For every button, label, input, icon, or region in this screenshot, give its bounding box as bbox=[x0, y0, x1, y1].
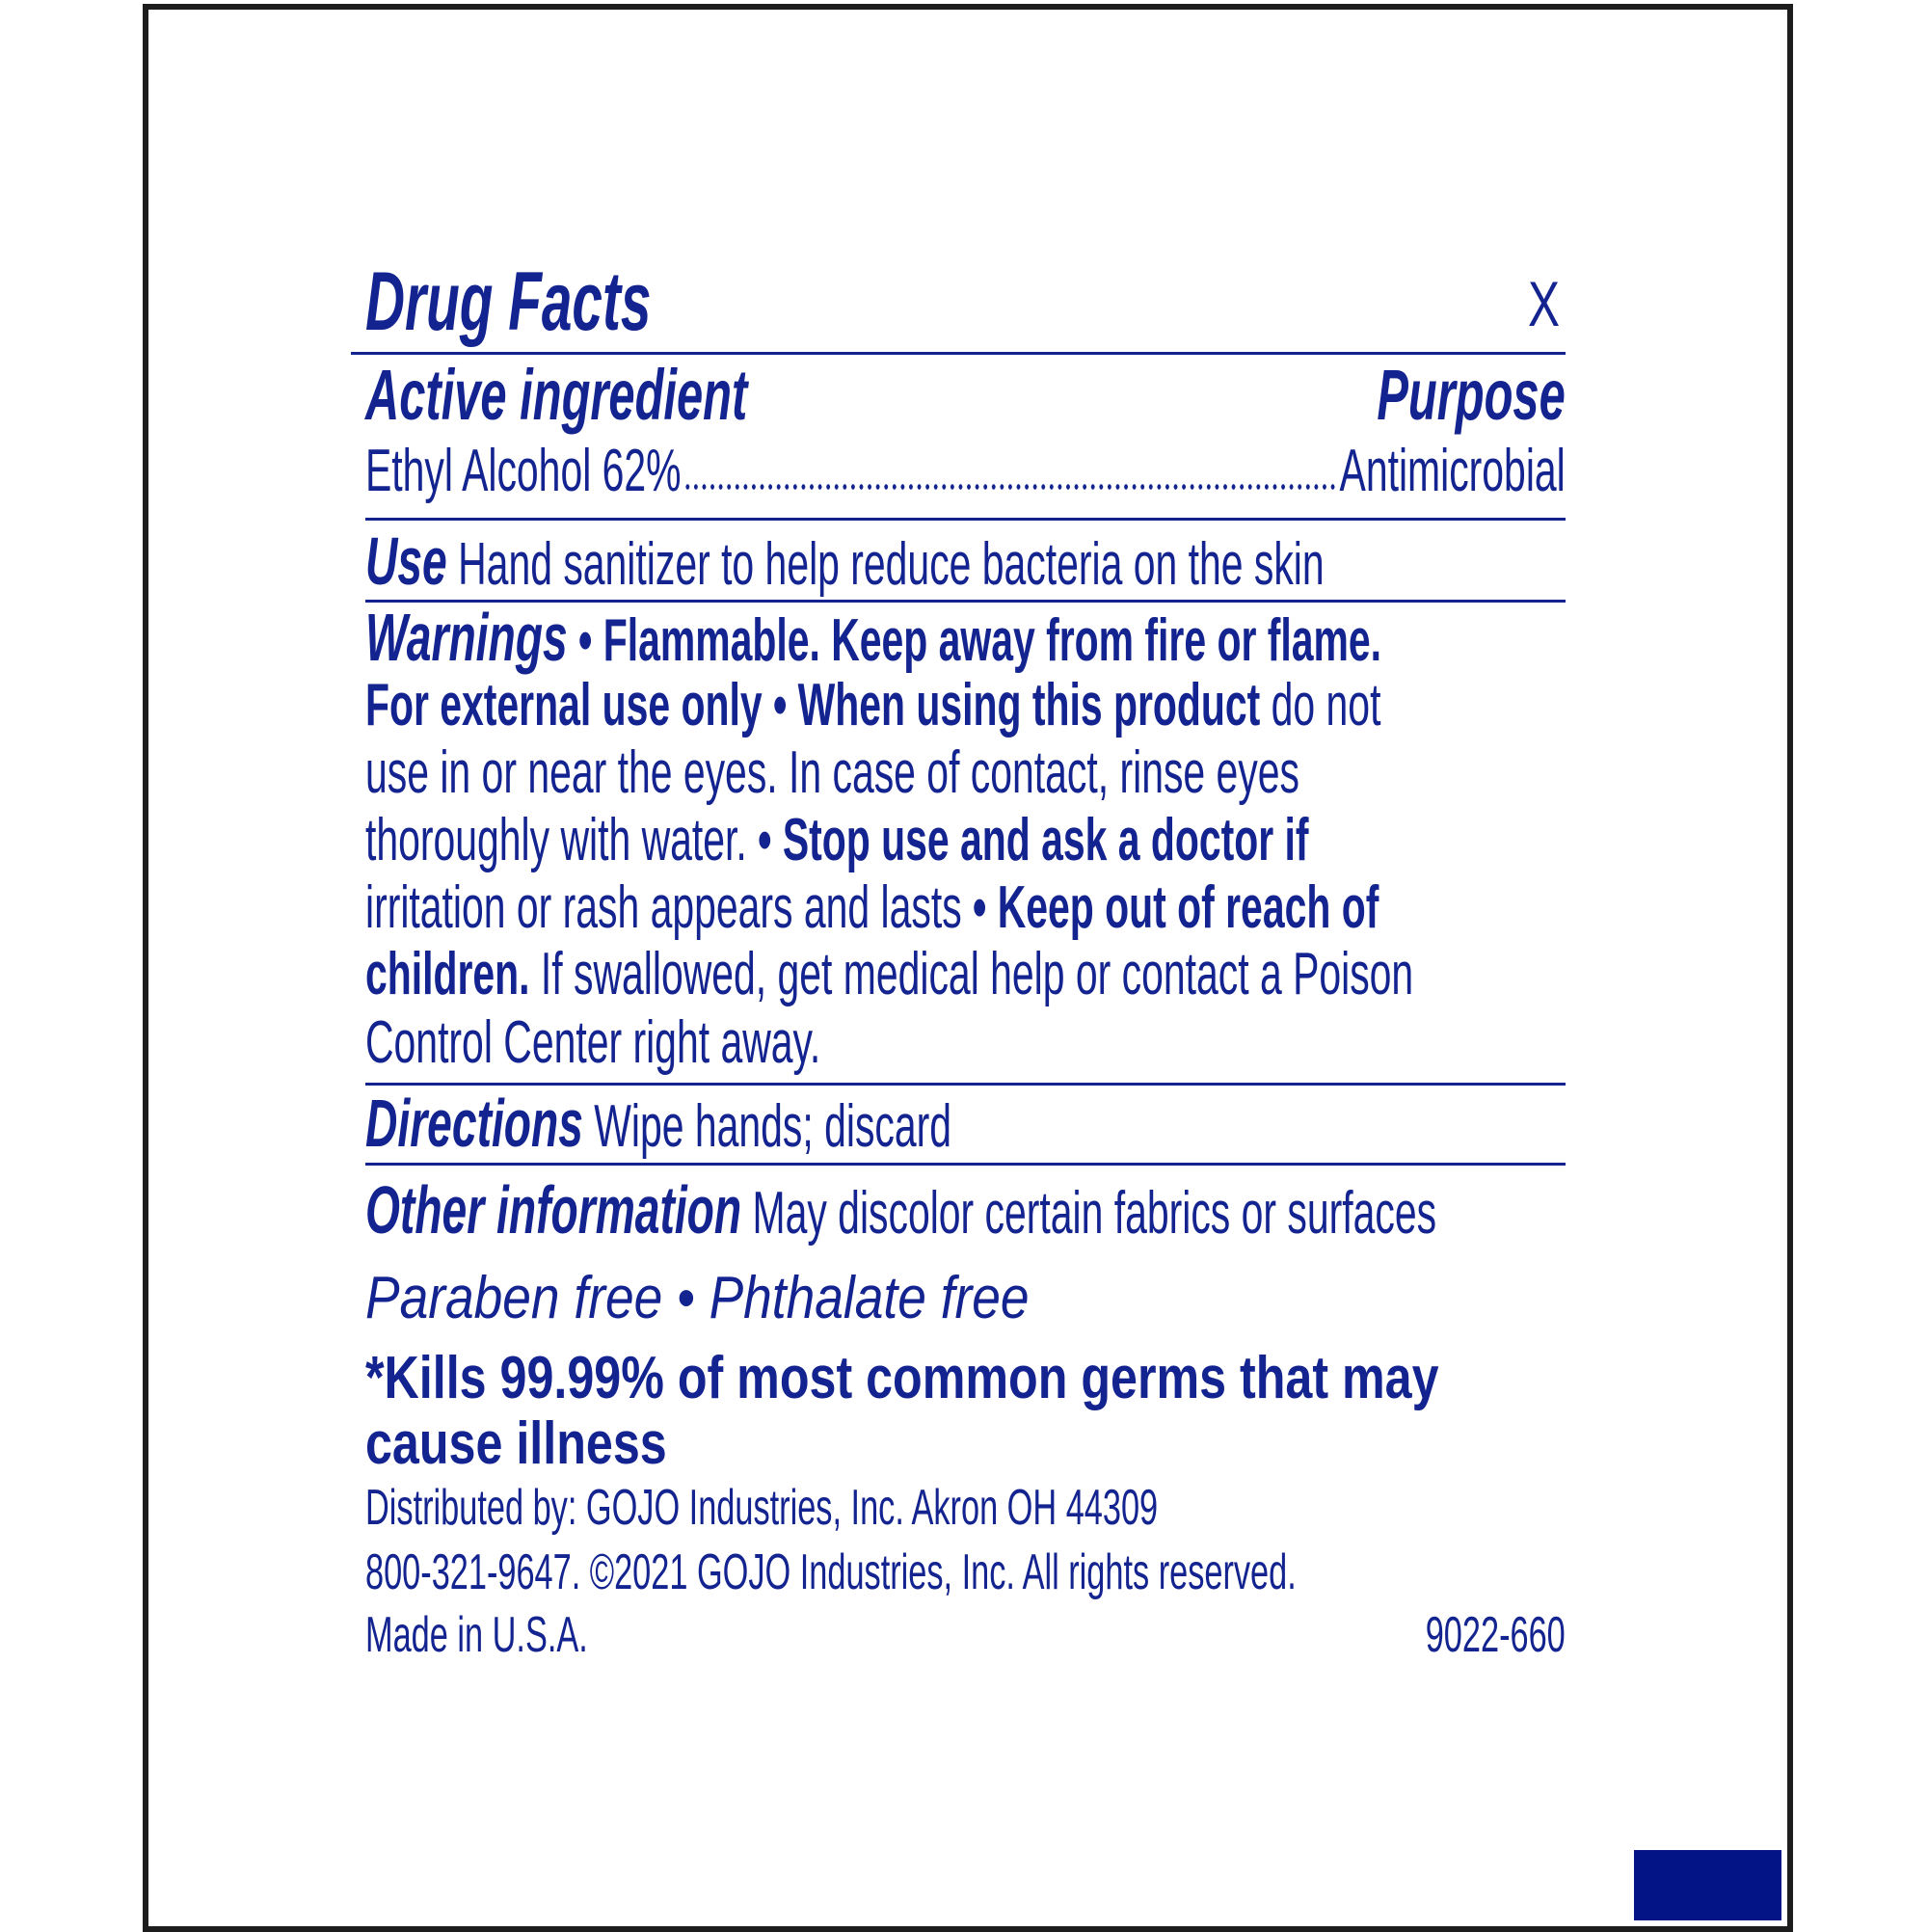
ingredient-name: Ethyl Alcohol 62% bbox=[365, 438, 682, 504]
use-text: Hand sanitizer to help reduce bacteria on the skin bbox=[458, 531, 1325, 598]
other-information-heading: Other information bbox=[365, 1172, 742, 1248]
warnings-heading: Warnings bbox=[365, 600, 568, 675]
divider bbox=[365, 1163, 1566, 1166]
warning-text: If swallowed, get medical help or contact a Poison bbox=[529, 941, 1414, 1007]
warning-text: use in or near the eyes. In case of contact, rinse eyes bbox=[365, 739, 1299, 806]
purpose-heading: Purpose bbox=[1377, 355, 1566, 435]
made-in-text: Made in U.S.A. bbox=[365, 1607, 588, 1663]
distributor-text: Distributed by: GOJO Industries, Inc. Akron OH 44309 bbox=[365, 1480, 1159, 1536]
warning-text: • Keep out of reach of bbox=[973, 874, 1379, 941]
warnings-line bbox=[365, 1009, 821, 1076]
divider bbox=[365, 518, 1566, 521]
warnings-line bbox=[365, 941, 1414, 1007]
warning-text: thoroughly with water. bbox=[365, 807, 759, 873]
kills-claim-line-2: cause illness bbox=[365, 1410, 667, 1477]
warning-text: do not bbox=[1260, 672, 1381, 738]
close-mark: X bbox=[1528, 268, 1561, 339]
other-information-text: May discolor certain fabrics or surfaces bbox=[752, 1180, 1437, 1247]
directions-section bbox=[365, 1086, 952, 1161]
directions-text: Wipe hands; discard bbox=[594, 1093, 952, 1160]
directions-heading: Directions bbox=[365, 1086, 583, 1161]
dot-leader bbox=[683, 483, 1337, 491]
other-information-section bbox=[365, 1172, 1437, 1248]
active-ingredient-heading: Active ingredient bbox=[365, 355, 748, 435]
product-code: 9022-660 bbox=[1425, 1607, 1566, 1663]
warning-text: • Stop use and ask a doctor if bbox=[758, 807, 1309, 873]
active-ingredient-row bbox=[365, 355, 1566, 435]
warning-text: Control Center right away. bbox=[365, 1009, 821, 1076]
color-swatch bbox=[1634, 1850, 1781, 1920]
warnings-line bbox=[365, 874, 1379, 941]
use-section bbox=[365, 523, 1325, 599]
free-claim: Paraben free • Phthalate free bbox=[365, 1265, 1030, 1331]
warnings-line bbox=[365, 739, 1299, 806]
warning-text: children. bbox=[365, 941, 530, 1007]
warning-text: For external use only • When using this product bbox=[365, 672, 1261, 738]
warnings-line bbox=[365, 600, 1382, 675]
copyright-text: 800-321-9647. ©2021 GOJO Industries, Inc. All rights reserved. bbox=[365, 1544, 1297, 1600]
made-in-row bbox=[365, 1607, 1566, 1663]
drug-facts-title: Drug Facts bbox=[365, 255, 652, 348]
use-heading: Use bbox=[365, 523, 447, 599]
kills-claim-line-1: *Kills 99.99% of most common germs that may bbox=[365, 1345, 1439, 1411]
warnings-line bbox=[365, 807, 1309, 873]
warning-text: irritation or rash appears and lasts bbox=[365, 874, 974, 941]
warning-text: • Flammable. Keep away from fire or flame. bbox=[578, 607, 1382, 674]
warnings-line bbox=[365, 672, 1381, 738]
ingredient-row bbox=[365, 438, 1566, 504]
ingredient-purpose: Antimicrobial bbox=[1339, 438, 1566, 504]
